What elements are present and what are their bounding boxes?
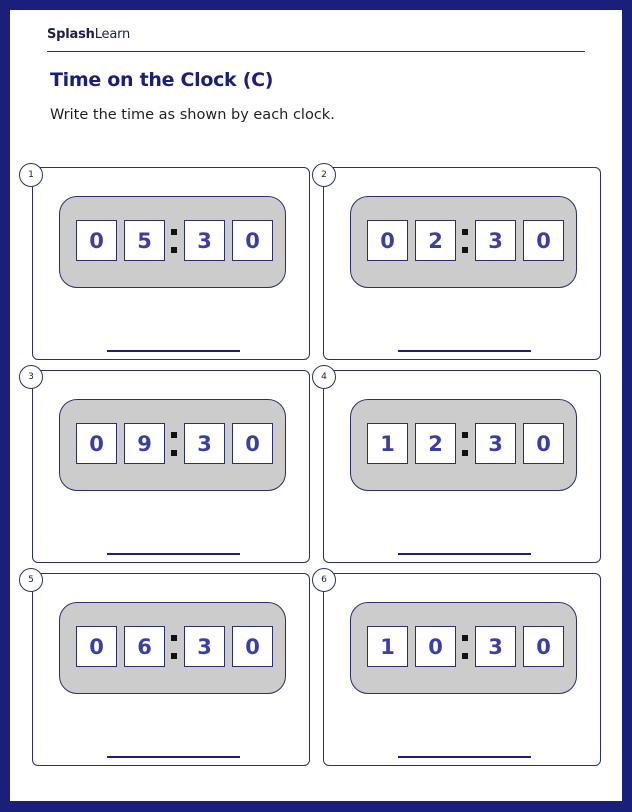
clock-digit: 0 [76, 626, 117, 667]
problem-number-4: 4 [312, 365, 336, 389]
clock-digit: 9 [124, 423, 165, 464]
problem-card-5 [32, 573, 310, 766]
clock-digit: 0 [232, 220, 273, 261]
clock-digit: 0 [523, 423, 564, 464]
clock-digit: 3 [475, 423, 516, 464]
clock-digit: 0 [232, 626, 273, 667]
clock-digit: 6 [124, 626, 165, 667]
clock-digit: 3 [475, 220, 516, 261]
clock-digit: 0 [523, 220, 564, 261]
problem-card-6 [323, 573, 601, 766]
problem-number-2: 2 [312, 163, 336, 187]
clock-digit: 3 [475, 626, 516, 667]
answer-line[interactable] [398, 553, 531, 555]
clock-colon [171, 430, 177, 460]
splashlearn-logo: SplashLearn [47, 27, 131, 42]
digital-clock [350, 399, 577, 491]
clock-digit: 1 [367, 626, 408, 667]
header-divider [47, 51, 585, 52]
clock-digit: 0 [415, 626, 456, 667]
clock-digit: 0 [523, 626, 564, 667]
digital-clock [350, 196, 577, 288]
clock-colon [462, 227, 468, 257]
problem-number-6: 6 [312, 568, 336, 592]
answer-line[interactable] [107, 553, 240, 555]
worksheet-title: Time on the Clock (C) [50, 69, 274, 91]
clock-digit: 2 [415, 423, 456, 464]
answer-line[interactable] [398, 350, 531, 352]
digital-clock [350, 602, 577, 694]
clock-digit: 0 [232, 423, 273, 464]
problem-card-3 [32, 370, 310, 563]
instruction-text: Write the time as shown by each clock. [50, 107, 335, 123]
clock-digit: 3 [184, 220, 225, 261]
answer-line[interactable] [398, 756, 531, 758]
clock-colon [171, 633, 177, 663]
clock-digit: 0 [367, 220, 408, 261]
problem-number-1: 1 [19, 163, 43, 187]
digital-clock [59, 196, 286, 288]
clock-digit: 0 [76, 220, 117, 261]
problem-number-3: 3 [19, 365, 43, 389]
answer-line[interactable] [107, 350, 240, 352]
clock-colon [462, 633, 468, 663]
answer-line[interactable] [107, 756, 240, 758]
clock-digit: 3 [184, 626, 225, 667]
problem-number-5: 5 [19, 568, 43, 592]
digital-clock [59, 602, 286, 694]
worksheet-page [10, 10, 622, 801]
clock-digit: 1 [367, 423, 408, 464]
clock-digit: 3 [184, 423, 225, 464]
clock-digit: 2 [415, 220, 456, 261]
digital-clock [59, 399, 286, 491]
clock-digit: 5 [124, 220, 165, 261]
clock-digit: 0 [76, 423, 117, 464]
problem-card-2 [323, 167, 601, 360]
problem-card-1 [32, 167, 310, 360]
clock-colon [171, 227, 177, 257]
problem-card-4 [323, 370, 601, 563]
clock-colon [462, 430, 468, 460]
